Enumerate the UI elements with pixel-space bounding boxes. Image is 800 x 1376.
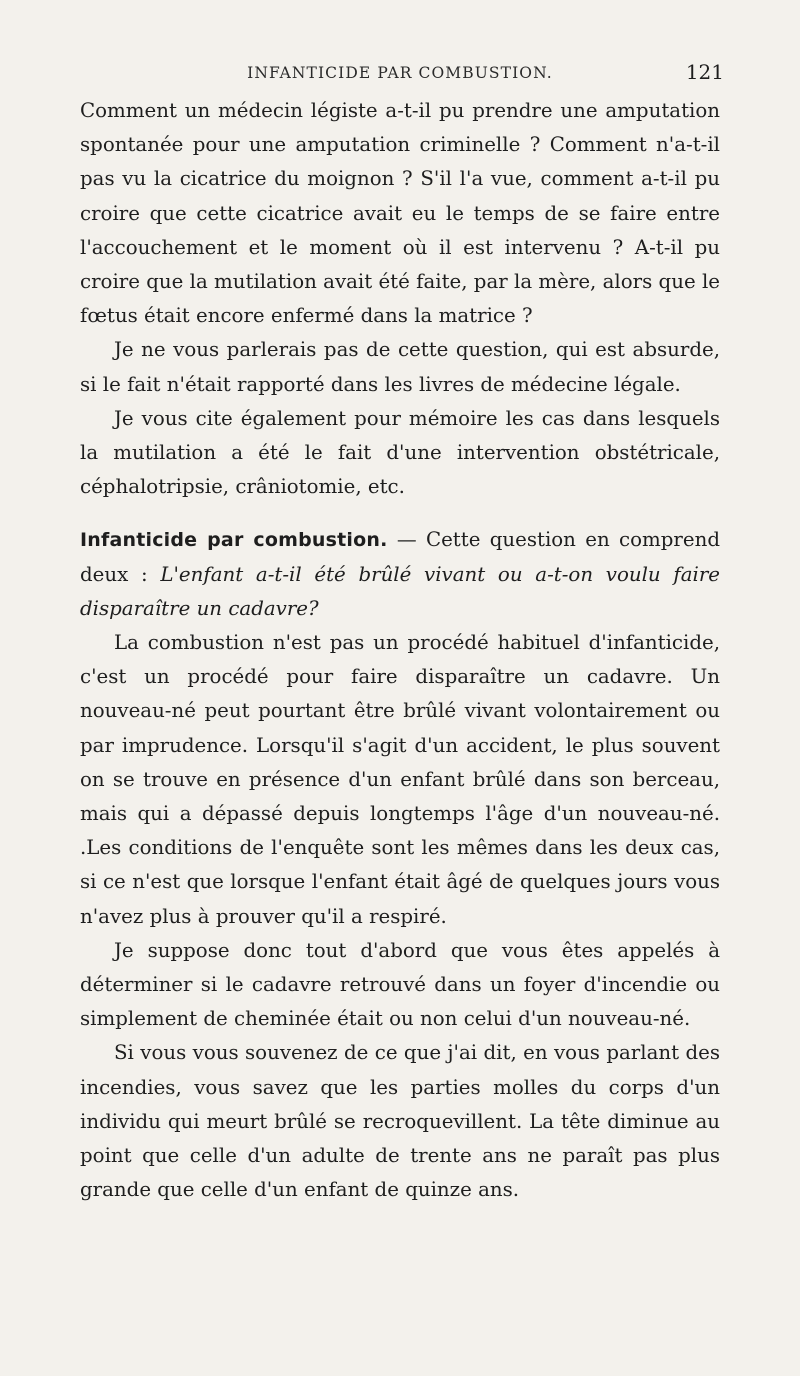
section-italic-question: L'enfant a-t-il été brûlé vivant ou a-t-on voulu faire disparaître un cadavre? — [80, 562, 720, 620]
section-infanticide-par-combustion — [80, 523, 720, 626]
paragraph-1: Comment un médecin légiste a-t-il pu prendre une amputation spontanée pour une amputation criminelle ? Comment n'a-t-il pas vu la cicatrice du moignon ? S'il l'a vue, comment a-t-il pu croire que cette cicatrice avait eu le temps de se faire entre l'accouchement et le moment où il est intervenu ? A-t-il pu croire que la mutilation avait été faite, par la mère, alors que le fœtus était encore enfermé dans la matrice ? — [80, 99, 720, 328]
paragraph-7: Si vous vous souvenez de ce que j'ai dit, en vous parlant des incendies, vous savez que les parties molles du corps d'un individu qui meurt brûlé se recroquevillent. La tête diminue au point que celle d'un adulte de trente ans ne paraît pas plus grande que celle d'un enfant de quinze ans. — [80, 1041, 720, 1202]
paragraph-6: Je suppose donc tout d'abord que vous êtes appelés à déterminer si le cadavre retrouvé dans un foyer d'incendie ou simplement de cheminée était ou non celui d'un nouveau-né. — [80, 938, 720, 1031]
paragraph-3: Je vous cite également pour mémoire les cas dans lesquels la mutilation a été le fait d'une intervention obstétricale, céphalotripsie, crâniotomie, etc. — [80, 406, 720, 499]
book-page — [80, 60, 724, 1208]
paragraph-5: La combustion n'est pas un procédé habituel d'infanticide, c'est un procédé pour faire disparaître un cadavre. Un nouveau-né peut pourtant être brûlé vivant volontairement ou par imprudence. Lorsqu'il s'agit d'un accident, le plus souvent on se trouve en présence d'un enfant brûlé dans son berceau, mais qui a dépassé depuis longtemps l'âge d'un nouveau-né. .Les conditions de l'enquête sont les mêmes dans les deux cas, si ce n'est que lorsque l'enfant était âgé de quelques jours vous n'avez plus à prouver qu'il a respiré. — [80, 631, 720, 928]
running-title: INFANTICIDE PAR COMBUSTION. — [247, 64, 553, 82]
running-header — [80, 60, 724, 92]
section-lead-text: — Cette question en comprend deux : — [80, 528, 720, 586]
body-text — [80, 94, 720, 1208]
page-number: 121 — [685, 60, 724, 84]
section-heading: Infanticide par combustion. — [80, 529, 388, 552]
paragraph-2: Je ne vous parlerais pas de cette question, qui est absurde, si le fait n'était rapporté dans les livres de médecine légale. — [80, 338, 720, 396]
